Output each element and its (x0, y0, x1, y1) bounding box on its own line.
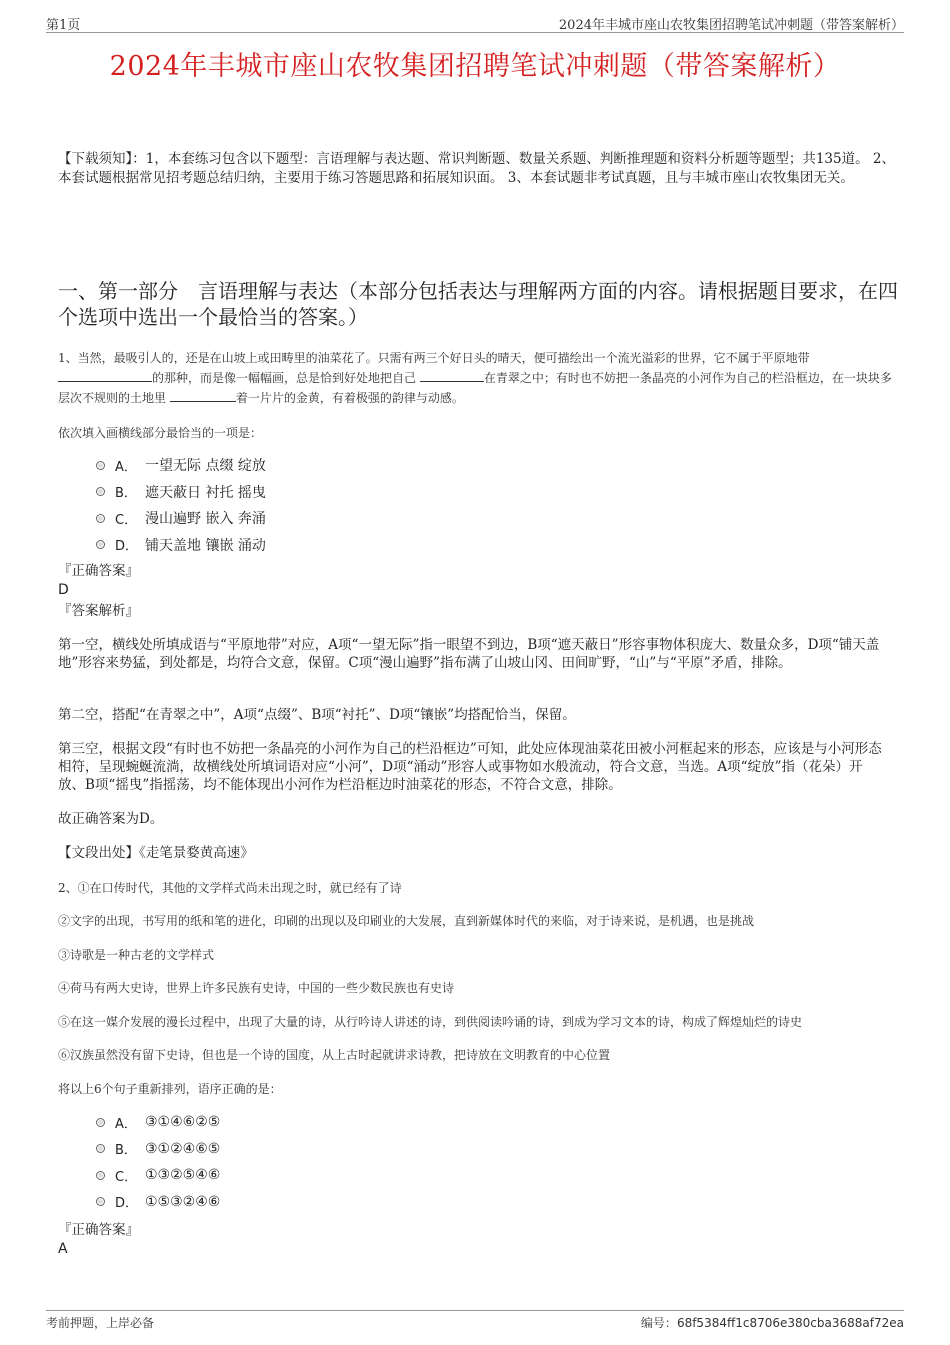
q1-conclusion: 故正确答案为D。 (58, 811, 164, 827)
radio-icon[interactable] (96, 1197, 105, 1206)
q1-option-c[interactable]: C． 漫山遍野 嵌入 奔涌 (96, 505, 266, 532)
question-1-text (58, 348, 898, 408)
page-header (46, 12, 904, 33)
radio-icon[interactable] (96, 540, 105, 549)
q2-sentence-3: ③诗歌是一种古老的文学样式 (58, 948, 215, 962)
q2-option-b[interactable]: B． ③①②④⑥⑤ (96, 1136, 220, 1163)
q2-sentence-5: ⑤在这一媒介发展的漫长过程中，出现了大量的诗，从行吟诗人讲述的诗，到供阅读吟诵的诗，到成为学习文本的诗，构成了辉煌灿烂的诗史 (58, 1015, 803, 1029)
q2-prompt: 将以上6个句子重新排列，语序正确的是： (58, 1082, 282, 1096)
q1-text-b: 的那种，而是像一幅幅画，总是恰到好处地把自己 (152, 371, 417, 385)
fill-blank-1 (58, 369, 152, 382)
q2-answer-label: 『正确答案』 (58, 1222, 139, 1238)
q2-sentence-2: ②文字的出现，书写用的纸和笔的进化，印刷的出现以及印刷业的大发展，直到新媒体时代的来临，对于诗来说，是机遇，也是挑战 (58, 914, 755, 928)
q1-analysis-3: 第三空，根据文段“有时也不妨把一条晶亮的小河作为自己的栏沿框边”可知，此处应体现油菜花田被小河框起来的形态，应该是与小河形态相符，呈现蜿蜒流淌，故横线处所填词语对应“小河”，D项“涌动”形容人或事物如水般流动，符合文意，当选。A项“绽放”指（花朵）开放、B项“摇曳”指摇荡，均不能体现出小河作为栏沿框边时油菜花的形态，不符合文意，排除。 (58, 741, 882, 793)
q2-sentence-6: ⑥汉族虽然没有留下史诗，但也是一个诗的国度，从上古时起就讲求诗教，把诗放在文明教育的中心位置 (58, 1048, 611, 1062)
q1-option-b[interactable]: B． 遮天蔽日 衬托 摇曳 (96, 479, 266, 506)
q1-option-a[interactable]: A． 一望无际 点缀 绽放 (96, 452, 266, 479)
download-notice: 【下载须知】：1，本套练习包含以下题型：言语理解与表达题、常识判断题、数量关系题、判断推理题和资料分析题等题型；共135道。 2、本套试题根据常见招考题总结归纳，主要用于练习答题思路和拓展知识面。 3、本套试题非考试真题，且与丰城市座山农牧集团无关。 (58, 151, 895, 186)
q1-options (96, 452, 266, 558)
q1-source: 【文段出处】《走笔景婺黄高速》 (58, 845, 254, 861)
q2-answer: A (58, 1241, 68, 1257)
q2-option-a[interactable]: A． ③①④⑥②⑤ (96, 1109, 220, 1136)
q1-option-d[interactable]: D． 铺天盖地 镶嵌 涌动 (96, 532, 266, 559)
radio-icon[interactable] (96, 1118, 105, 1127)
q1-text-c: 在青翠之中；有时也不妨把一条晶亮的小河作为自己的栏沿框边，在一块块多层次不规则的土地里 (58, 371, 892, 405)
q1-answer: D (58, 582, 69, 598)
radio-icon[interactable] (96, 461, 105, 470)
radio-icon[interactable] (96, 1171, 105, 1180)
q2-option-c[interactable]: C． ①③②⑤④⑥ (96, 1162, 220, 1189)
fill-blank-2 (420, 369, 484, 382)
q1-analysis-label: 『答案解析』 (58, 603, 139, 619)
q1-text-a: 1、当然，最吸引人的，还是在山坡上或田畴里的油菜花了。只需有两三个好日头的晴天，便可描绘出一个流光溢彩的世界，它不属于平原地带 (58, 351, 810, 365)
q2-sentence-4: ④荷马有两大史诗，世界上许多民族有史诗，中国的一些少数民族也有史诗 (58, 981, 455, 995)
footer-code: 编号：68f5384ff1c8706e380cba3688af72ea (640, 1316, 904, 1330)
q1-answer-label: 『正确答案』 (58, 563, 139, 579)
section-heading: 一、第一部分 言语理解与表达（本部分包括表达与理解两方面的内容。请根据题目要求，在四个选项中选出一个最恰当的答案。） (58, 279, 898, 329)
footer-slogan: 考前押题，上岸必备 (46, 1316, 155, 1330)
page-number: 第1页 (46, 18, 81, 33)
radio-icon[interactable] (96, 514, 105, 523)
q2-options (96, 1109, 220, 1215)
q1-analysis-2: 第二空，搭配“在青翠之中”，A项“点缀”、B项“衬托”、D项“镶嵌”均搭配恰当，保留。 (58, 707, 576, 723)
q2-option-d[interactable]: D． ①⑤③②④⑥ (96, 1189, 220, 1216)
q1-text-d: 着一片片的金黄，有着极强的韵律与动感。 (235, 391, 464, 405)
radio-icon[interactable] (96, 487, 105, 496)
page-title: 2024年丰城市座山农牧集团招聘笔试冲刺题（带答案解析） (109, 51, 841, 82)
q2-sentence-1: 2、①在口传时代，其他的文学样式尚未出现之时，就已经有了诗 (58, 881, 402, 895)
header-doc-title: 2024年丰城市座山农牧集团招聘笔试冲刺题（带答案解析） (558, 18, 904, 33)
q1-prompt: 依次填入画横线部分最恰当的一项是： (58, 426, 263, 440)
radio-icon[interactable] (96, 1144, 105, 1153)
fill-blank-3 (170, 389, 236, 402)
page-footer (46, 1310, 904, 1331)
q1-analysis-1: 第一空，横线处所填成语与“平原地带”对应，A项“一望无际”指一眼望不到边，B项“遮天蔽日”形容事物体积庞大、数量众多，D项“铺天盖地”形容来势猛，到处都是，均符合文意，保留。C项“漫山遍野”指布满了山坡山冈、田间旷野，“山”与“平原”矛盾，排除。 (58, 637, 880, 671)
